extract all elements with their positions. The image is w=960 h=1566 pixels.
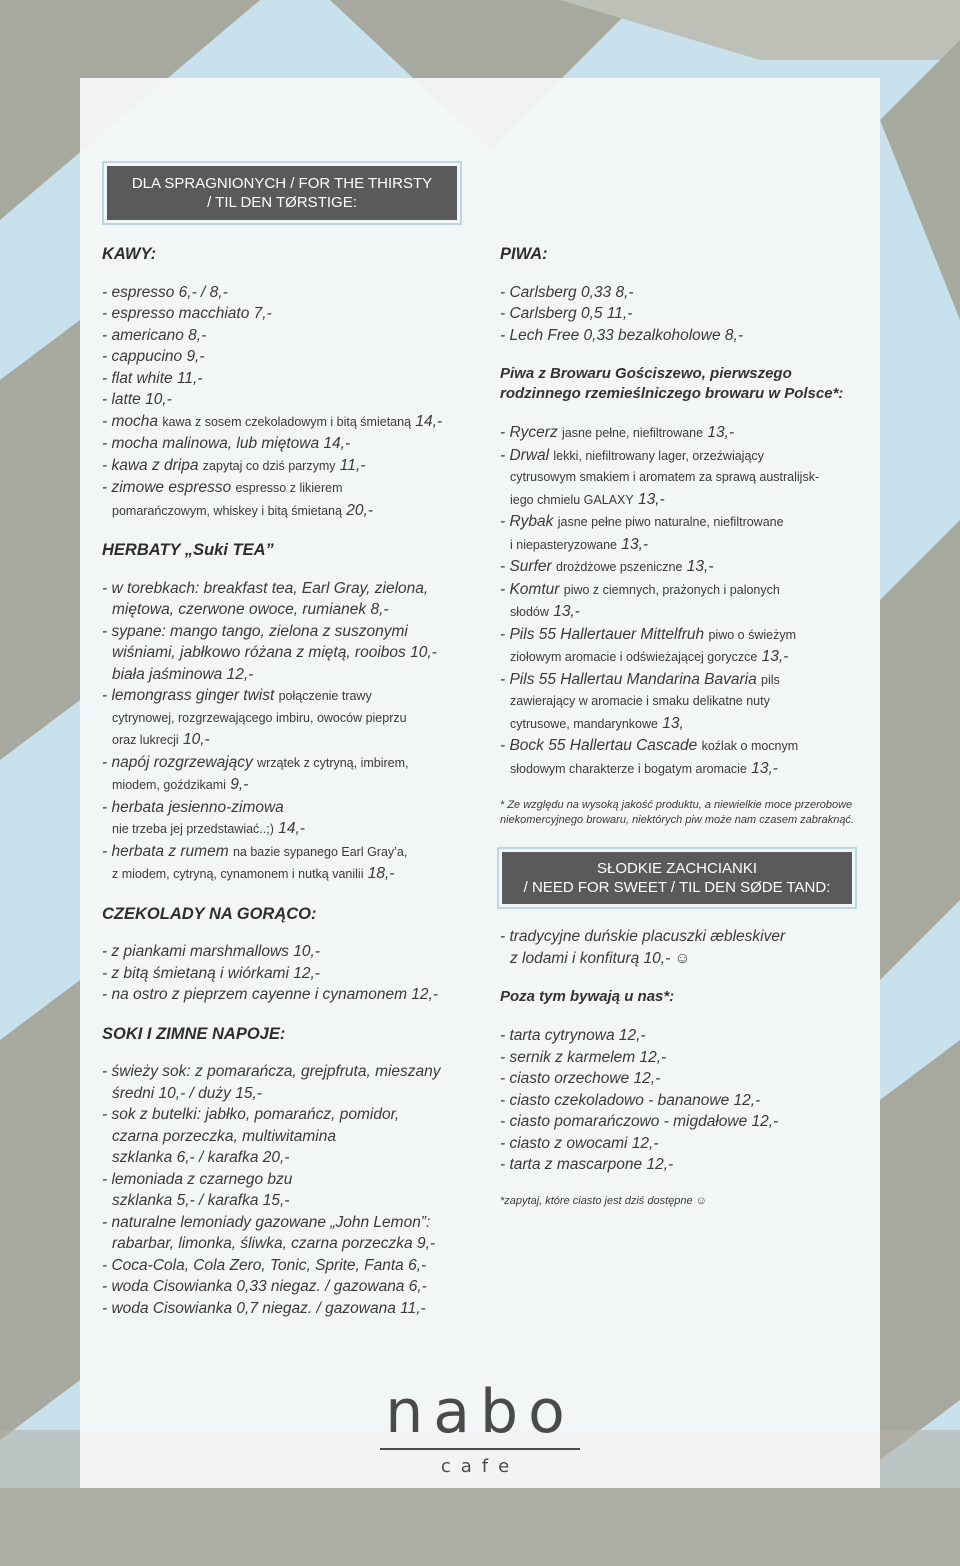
pils2-desc3: cytrusowe, mandarynkowe <box>510 716 658 731</box>
komtur-price: 13,- <box>553 603 580 620</box>
warm-desc2: miodem, goździkami <box>112 778 226 792</box>
beer-rybak <box>500 511 855 534</box>
juice-line: średni 10,- / duży 15,- <box>112 1084 262 1102</box>
rum-price: 18,- <box>367 865 395 882</box>
winter-desc1: espresso z likierem <box>235 481 343 495</box>
tea-title: HERBATY „Suki TEA” <box>102 541 274 559</box>
rycerz-price: 13,- <box>707 424 735 441</box>
rybak-price: 13,- <box>621 535 649 553</box>
tea-autumn-cont <box>102 818 472 841</box>
beer-rycerz <box>500 422 855 445</box>
rycerz-name: - Rycerz <box>500 424 558 441</box>
pils2-desc1: pils <box>761 672 780 687</box>
tea-warm <box>102 752 472 775</box>
juice-line: - woda Cisowianka 0,33 niegaz. / gazowana 6,- <box>102 1278 427 1295</box>
drwal-desc3: iego chmielu GALAXY <box>510 492 634 507</box>
cake-item: - sernik z karmelem 12,- <box>500 1048 667 1066</box>
bock-desc1: koźlak o mocnym <box>701 739 799 753</box>
beer-title: PIWA: <box>500 245 548 263</box>
lemongrass-desc1: połączenie trawy <box>278 689 372 703</box>
juice-line: szklanka 6,- / karafka 20,- <box>112 1149 290 1166</box>
beer-komtur <box>500 579 855 602</box>
beer-pils2-cont <box>500 713 855 736</box>
juice-line: - naturalne lemoniady gazowane „John Lemon”: <box>102 1213 431 1231</box>
cake-item: - ciasto orzechowe 12,- <box>500 1070 661 1087</box>
rum-name: - herbata z rumem <box>102 842 229 860</box>
rum-desc2: z miodem, cytryną, cynamonem i nutką vanilii <box>112 867 364 881</box>
beer-footnote: * Ze względu na wysoką jakość produktu, a niewielkie moce przerobowe niekomercyjnego browaru, niektórych piw może nam czasem zabraknąć. <box>500 799 854 826</box>
chocolate-item: - z piankami marshmallows 10,- <box>102 943 320 960</box>
drwal-desc2: cytrusowym smakiem i aromatem za sprawą australijsk- <box>510 470 820 484</box>
winter-price: 20,- <box>346 501 373 519</box>
sweet-header-line2: / NEED FOR SWEET / TIL DEN SØDE TAND: <box>523 879 831 896</box>
sweets-line: z lodami i konfiturą 10,- ☺ <box>510 949 691 967</box>
lemongrass-price: 10,- <box>183 731 210 748</box>
coffee-item: - mocha malinowa, lub miętowa 14,- <box>102 435 351 452</box>
coffee-drip <box>102 455 472 478</box>
logo-word: nabo <box>385 1377 575 1447</box>
surfer-desc: drożdżowe pszeniczne <box>556 560 683 574</box>
juice-line: - woda Cisowianka 0,7 niegaz. / gazowana 11,- <box>102 1299 426 1317</box>
tea-rum-cont <box>102 863 472 886</box>
beer-drwal <box>500 445 855 468</box>
drinks-header-line2: / TIL DEN TØRSTIGE: <box>207 194 357 211</box>
lemongrass-desc3: oraz lukrecji <box>112 733 179 747</box>
mocha-desc: kawa z sosem czekoladowym i bitą śmietaną <box>162 414 412 429</box>
warm-price: 9,- <box>230 776 249 793</box>
tea-line: biała jaśminowa 12,- <box>112 665 254 683</box>
komtur-name: - Komtur <box>500 580 560 598</box>
komtur-desc1: piwo z ciemnych, prażonych i palonych <box>563 582 780 597</box>
pils2-price: 13, <box>662 714 684 732</box>
tea-line: - sypane: mango tango, zielona z suszonymi <box>102 622 408 640</box>
beer-pils1 <box>500 624 855 647</box>
coffee-item: - flat white 11,- <box>102 369 203 387</box>
pils1-name: - Pils 55 Hallertauer Mittelfruh <box>500 625 705 643</box>
tea-line: - w torebkach: breakfast tea, Earl Gray, zielona, <box>102 579 429 597</box>
logo-sub: cafe <box>440 1456 520 1477</box>
drip-name: - kawa z dripa <box>102 456 199 474</box>
winter-name: - zimowe espresso <box>102 479 232 496</box>
pils1-desc1: piwo o świeżym <box>708 627 797 642</box>
chocolate-item: - na ostro z pieprzem cayenne i cynamonem 12,- <box>102 986 438 1003</box>
coffee-item: - americano 8,- <box>102 326 207 344</box>
mocha-price: 14,- <box>415 412 443 430</box>
left-column <box>102 244 472 1319</box>
sweet-header-line1: SŁODKIE ZACHCIANKI <box>596 860 758 877</box>
tea-autumn-name: - herbata jesienno-zimowa <box>102 798 284 816</box>
warm-name: - napój rozgrzewający <box>102 753 253 771</box>
beer-drwal-cont <box>500 489 855 512</box>
sweet-header <box>502 852 852 904</box>
beer-item: - Carlsberg 0,33 8,- <box>500 283 634 301</box>
juices-title: SOKI I ZIMNE NAPOJE: <box>102 1024 286 1043</box>
beer-rybak-cont <box>500 534 855 557</box>
brewery-title-line2: rodzinnego rzemieślniczego browaru w Polsce*: <box>500 385 844 402</box>
brewery-title-line1: Piwa z Browaru Gościszewo, pierwszego <box>500 365 792 382</box>
sweets-section <box>500 926 855 1209</box>
tea-lemongrass-cont <box>102 729 472 752</box>
drinks-header <box>107 166 457 220</box>
beer-item: - Lech Free 0,33 bezalkoholowe 8,- <box>500 326 743 344</box>
nabo-cafe-logo <box>380 1377 580 1477</box>
juice-line: - lemoniada z czarnego bzu <box>102 1170 293 1188</box>
tea-line: wiśniami, jabłkowo różana z miętą, rooibos 10,- <box>112 644 437 661</box>
tea-lemongrass <box>102 685 472 708</box>
surfer-price: 13,- <box>686 558 714 575</box>
coffee-title: KAWY: <box>102 245 157 263</box>
winter-desc2: pomarańczowym, whiskey i bitą śmietaną <box>112 503 342 518</box>
coffee-item: - cappucino 9,- <box>102 348 205 365</box>
tea-warm-cont <box>102 774 472 797</box>
logo-divider <box>380 1448 580 1450</box>
bock-name: - Bock 55 Hallertau Cascade <box>500 737 698 754</box>
drip-desc: zapytaj co dziś parzymy <box>202 458 336 473</box>
juice-line: czarna porzeczka, multiwitamina <box>112 1127 336 1145</box>
juice-line: rabarbar, limonka, śliwka, czarna porzeczka 9,- <box>112 1235 436 1252</box>
autumn-desc: nie trzeba jej przedstawiać..;) <box>112 822 274 836</box>
cake-item: - ciasto pomarańczowo - migdałowe 12,- <box>500 1113 779 1130</box>
beer-pils2 <box>500 669 855 692</box>
coffee-mocha <box>102 411 472 434</box>
coffee-item: - latte 10,- <box>102 391 172 408</box>
pils1-price: 13,- <box>761 648 789 665</box>
drwal-desc1: lekki, niefiltrowany lager, orzeźwiający <box>553 448 764 463</box>
coffee-item: - espresso 6,- / 8,- <box>102 283 228 301</box>
pils2-name: - Pils 55 Hallertau Mandarina Bavaria <box>500 670 757 688</box>
tea-rum <box>102 841 472 864</box>
drip-price: 11,- <box>339 456 366 474</box>
sweets-line: - tradycyjne duńskie placuszki æbleskiver <box>500 928 786 945</box>
lemongrass-name: - lemongrass ginger twist <box>102 687 275 704</box>
surfer-name: - Surfer <box>500 558 552 575</box>
bock-desc2: słodowym charakterze i bogatym aromacie <box>510 761 747 776</box>
bock-price: 13,- <box>751 759 778 777</box>
tea-line: miętowa, czerwone owoce, rumianek 8,- <box>112 601 389 618</box>
sweets-subtitle: Poza tym bywają u nas*: <box>500 988 675 1005</box>
coffee-winter-cont <box>102 500 472 523</box>
beer-bock <box>500 735 855 758</box>
beer-bock-cont <box>500 758 855 781</box>
juice-line: - sok z butelki: jabłko, pomarańcz, pomidor, <box>102 1106 400 1123</box>
drwal-name: - Drwal <box>500 446 550 464</box>
rybak-name: - Rybak <box>500 513 554 530</box>
rybak-desc2: i niepasteryzowane <box>510 537 618 552</box>
pils2-desc2: zawierający w aromacie i smaku delikatne nuty <box>510 694 770 708</box>
komtur-desc2: słodów <box>510 605 549 619</box>
rybak-desc1: jasne pełne piwo naturalne, niefiltrowane <box>557 515 784 529</box>
coffee-item: - espresso macchiato 7,- <box>102 305 272 322</box>
cake-item: - tarta z mascarpone 12,- <box>500 1156 674 1173</box>
cake-item: - tarta cytrynowa 12,- <box>500 1027 646 1044</box>
juice-line: - Coca-Cola, Cola Zero, Tonic, Sprite, Fanta 6,- <box>102 1256 427 1274</box>
coffee-winter <box>102 477 472 500</box>
lemongrass-desc2: cytrynowej, rozgrzewającego imbiru, owoców pieprzu <box>112 710 407 725</box>
warm-desc1: wrzątek z cytryną, imbirem, <box>257 755 409 770</box>
rum-desc1: na bazie sypanego Earl Gray’a, <box>232 844 408 859</box>
juice-line: szklanka 5,- / karafka 15,- <box>112 1192 290 1209</box>
drwal-price: 13,- <box>638 490 665 508</box>
beer-pils1-cont <box>500 646 855 669</box>
cake-item: - ciasto z owocami 12,- <box>500 1134 659 1152</box>
mocha-name: - mocha <box>102 412 158 430</box>
drinks-header-line1: DLA SPRAGNIONYCH / FOR THE THIRSTY <box>131 175 433 192</box>
chocolate-title: CZEKOLADY NA GORĄCO: <box>102 904 317 923</box>
rycerz-desc: jasne pełne, niefiltrowane <box>562 426 704 440</box>
cake-note: *zapytaj, które ciasto jest dziś dostępne ☺ <box>500 1194 707 1207</box>
beer-surfer <box>500 556 855 579</box>
pils1-desc2: ziołowym aromacie i odświeżającej goryczce <box>510 650 758 664</box>
beer-komtur-cont <box>500 601 855 624</box>
juice-line: - świeży sok: z pomarańcza, grejpfruta, mieszany <box>102 1063 441 1080</box>
right-column <box>500 244 855 828</box>
beer-item: - Carlsberg 0,5 11,- <box>500 305 633 322</box>
autumn-price: 14,- <box>278 820 305 837</box>
cake-item: - ciasto czekoladowo - bananowe 12,- <box>500 1091 761 1109</box>
chocolate-item: - z bitą śmietaną i wiórkami 12,- <box>102 964 320 982</box>
